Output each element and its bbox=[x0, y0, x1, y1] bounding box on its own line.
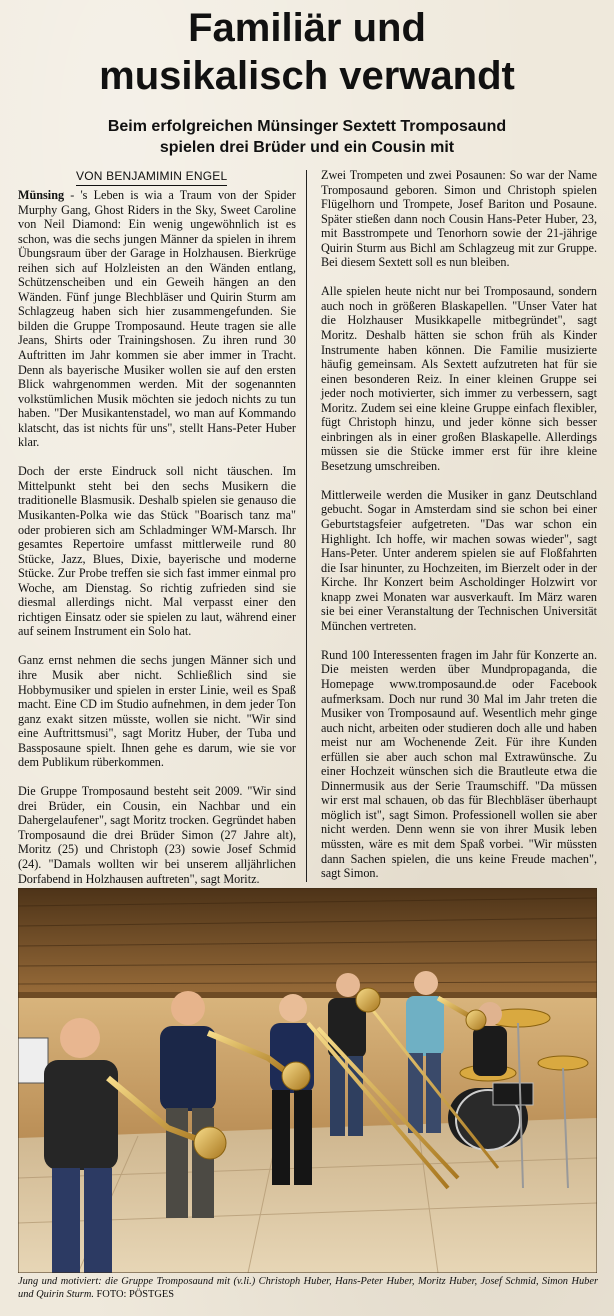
headline-line-2: musikalisch verwandt bbox=[99, 54, 515, 98]
subheadline-line-1: Beim erfolgreichen Münsinger Sextett Tromposaund bbox=[107, 118, 507, 135]
photo-caption bbox=[18, 1275, 598, 1301]
paragraph: Die Gruppe Tromposaund besteht seit 2009. "Wir sind drei Brüder, ein Cousin, ein Nachbar und ein Dahergelaufener", sagt Moritz trocken. Gegründet haben Tromposaund die drei Brüder Simon (27 Jahre alt), Moritz (25) und Christoph (23) sowie Josef Schmid (24). "Damals wollten wir bei unserem alljährlichen Dorfabend in Holzhausen auftreten", sagt Moritz. bbox=[18, 784, 296, 886]
music-stand bbox=[18, 1038, 48, 1083]
paragraph: Doch der erste Eindruck soll nicht täuschen. Im Mittelpunkt steht bei den sechs Musikern die traditionelle Blasmusik. Deshalb spielen sie genauso die Musikanten-Polka wie das Stück "Boarisch tanz ma" oder probieren sich am Schladminger WM-Marsch. Ihr gesamtes Repertoire umfasst mittlerweile rund 80 Stücke, Jazz, Blues, Dixie, bayerische und moderne Stücke. Zur Probe treffen sie sich fast immer einmal pro Woche, am Dienstag. So richtig zufrieden sind sie diesmal allerdings nicht. Mal verpasst einer den richtigen Einsatz oder sie spielen zu laut, während einer auf seinem Instrument ein Solo hat. bbox=[18, 464, 296, 639]
headline bbox=[0, 4, 614, 100]
right-column bbox=[321, 168, 597, 881]
paragraph-text: - 's Leben is wia a Traum von der Spider Murphy Gang, Ghost Riders in the Sky, Sweet Caroline von Neil Diamond: Ein wenig ungewöhnlich ist es schon, was die sechs jungen Männer da spielen in ihrem Übungsraum über der Garage in Holzhausen. Bierkrüge reihen sich auf Holzleisten an den Wänden entlang, Schützenscheiben und ein Geweih hängen an den Wänden. Fünf junge Blechbläser und Quirin Sturm am Schlagzeug haben sich hier zusammengefunden. Sie bilden die Gruppe Tromposaund. Heute tragen sie alle Jeans, Shirts oder Trainingshosen. Zu ihren rund 30 Auftritten im Jahr kommen sie aber immer in Tracht. Denn als bayerische Musiker wollen sie auf den ersten Blick wahrgenommen werden. Mit der sogenannten volkstümlichen Musik möchten sie jedoch nichts zu tun haben. "Der Musikantenstadel, wo man auf Kommando klatscht, das ist nichts für uns", stellt Hans-Peter Huber klar. bbox=[18, 188, 296, 450]
paragraph bbox=[18, 188, 296, 450]
dateline: Münsing bbox=[18, 188, 65, 202]
subheadline bbox=[0, 116, 614, 158]
paragraph: Mittlerweile werden die Musiker in ganz Deutschland gebucht. Sogar in Amsterdam sind sie schon bei einer Geburtstagsfeier aufgetreten. "Das war schon ein Highlight. Ich hoffe, wir machen sowas wieder", sagt Hans-Peter. Unter anderem spielen sie auf Floßfahrten die Isar hinunter, zu Hochzeiten, im Bierzelt oder in der Kirche. Ihr Konzert beim Ascholdinger Holzwirt vor knapp zwei Monaten war ausverkauft. Im März waren sie bei einer Veranstaltung der Technischen Universität München vertreten. bbox=[321, 487, 597, 633]
subheadline-line-2: spielen drei Brüder und ein Cousin mit bbox=[159, 139, 455, 156]
paragraph: Rund 100 Interessenten fragen im Jahr für Konzerte an. Die meisten werden über Mundpropaganda, die Homepage www.tromposaund.de oder Facebook aufmerksam. Doch nur rund 30 Mal im Jahr treten die Musiker von Tromposaund auf. Wesentlich mehr ginge auch nicht, arbeiten oder studieren doch alle und haben meist nur am Wochenende Zeit. Für ihre Kunden erfüllen sie aber auch schon mal Extrawünsche. Zu einer Hochzeit wünschen sich die Brautleute etwa die Dinnermusik aus der Serie Traumschiff. "Da müssen wir erst mal schauen, ob das für Blechbläser überhaupt möglich ist", sagt Simon. Professionell wollen sie aber nicht werden. Denn wenn sie von ihrer Musik leben müssten, wäre es mit dem Spaß vorbei. "Wir müssten dann Sachen spielen, die uns keine Freude machen", sagt Simon. bbox=[321, 647, 597, 881]
band-photo bbox=[18, 888, 597, 1273]
byline: VON BENJAMIMIN ENGEL bbox=[76, 168, 227, 186]
caption-text: Jung und motiviert: die Gruppe Tromposaund mit (v.li.) Christoph Huber, Hans-Peter Huber, Moritz Huber, Josef Schmid, Simon Huber und Quirin Sturm. bbox=[18, 1276, 598, 1300]
band-photo-illustration bbox=[18, 888, 597, 1273]
headline-line-1: Familiär und bbox=[188, 6, 426, 50]
paragraph: Ganz ernst nehmen die sechs jungen Männer sich und ihre Musik aber nicht. Schließlich sind sie Hobbymusiker und spielen in erster Linie, weil es Spaß macht. Eine CD im Studio aufnehmen, in dem jeder Ton ganz exakt sitzen müsste, wollen sie nicht. "Wir sind eine Auftrittsmusi", sagt Moritz Huber, der Tuba und Bassposaune spielt. Ihnen gehe es darum, wie sie vor dem Publikum rüberkommen. bbox=[18, 653, 296, 770]
paragraph: Zwei Trompeten und zwei Posaunen: So war der Name Tromposaund geboren. Simon und Christoph spielen Flügelhorn und Trompete, Josef Bariton und Posaune. Später stießen dann noch Cousin Hans-Peter Huber, 23, mit Basstrompete und Tenorhorn sowie der 21-jährige Quirin Sturm aus Bichl am Schlagzeug mit zur Gruppe. Bei diesem Sextett soll es nun bleiben. bbox=[321, 168, 597, 270]
column-divider bbox=[306, 170, 307, 882]
paragraph: Alle spielen heute nicht nur bei Tromposaund, sondern auch noch in größeren Blaskapellen. "Unser Vater hat die Holzhauser Musikkapelle mitbegründet", sagt Moritz. Deshalb hätten sie schon früh als Kinder Instrumente haben können. Die Familie musizierte häufig gemeinsam. Als Sextett aufzutreten hat für sie einen besonderen Reiz. In einer kleinen Gruppe sei jeder noch motivierter, sich immer zu verbessern, sagt Moritz. Zudem sei eine kleine Gruppe einfach flexibler, fügt Christoph hinzu, und jeder könne sich besser einbringen als in einer großen Blaskapelle. Allerdings müssen sie die Stücke immer erst für ihre kleine Besetzung umschreiben. bbox=[321, 284, 597, 473]
left-column bbox=[18, 188, 296, 886]
wall-ledge bbox=[18, 992, 597, 998]
photo-credit: FOTO: PÖSTGES bbox=[96, 1289, 174, 1300]
